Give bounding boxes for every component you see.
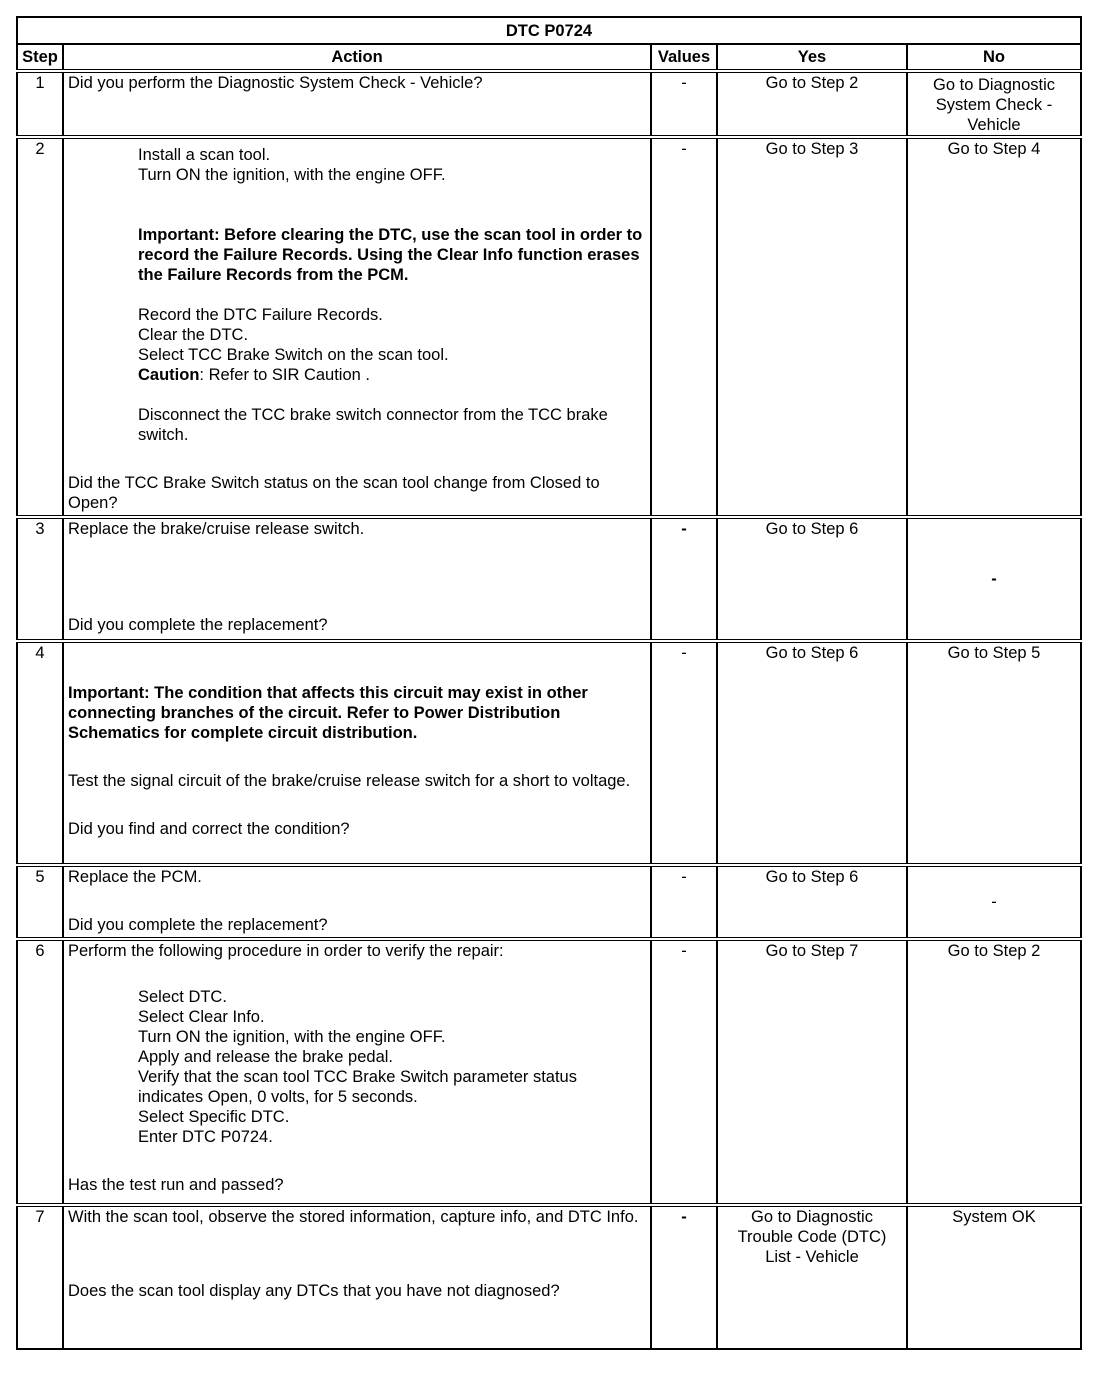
- important-note: Important: Before clearing the DTC, use the scan tool in order to record the Failure Records. Using the Clear Info function erases the Failure Records from the PCM.: [138, 226, 643, 284]
- step-yes: Go to Step 2: [717, 71, 907, 137]
- dtc-document: [16, 16, 1082, 1350]
- substep-item: Enter DTC P0724.: [138, 1128, 273, 1146]
- substep-item: Apply and release the brake pedal.: [138, 1048, 394, 1066]
- caution-note: [138, 365, 646, 385]
- step-question: Has the test run and passed?: [68, 1176, 284, 1194]
- header-step: Step: [17, 44, 63, 71]
- step-row-2: [17, 137, 1081, 517]
- step-number: 5: [17, 865, 63, 939]
- step-no: -: [907, 865, 1081, 939]
- step-yes: Go to Diagnostic Trouble Code (DTC) List - Vehicle: [717, 1205, 907, 1349]
- substep-item: Verify that the scan tool TCC Brake Switch parameter status indicates Open, 0 volts, for 5 seconds.: [138, 1068, 577, 1106]
- step-yes: Go to Step 3: [717, 137, 907, 517]
- step-no: Go to Step 5: [907, 641, 1081, 865]
- step-action: [63, 641, 651, 865]
- step-yes: Go to Step 6: [717, 865, 907, 939]
- step-number: 1: [17, 71, 63, 137]
- step-number: 4: [17, 641, 63, 865]
- step-action: [63, 137, 651, 517]
- header-yes: Yes: [717, 44, 907, 71]
- step-question: Did you find and correct the condition?: [68, 820, 350, 838]
- step-values: -: [651, 517, 717, 641]
- table-title: DTC P0724: [17, 17, 1081, 44]
- step-values: -: [651, 939, 717, 1205]
- dtc-table: [16, 16, 1082, 1350]
- step-instruction: Replace the brake/cruise release switch.: [68, 520, 365, 538]
- step-instruction: Test the signal circuit of the brake/cruise release switch for a short to voltage.: [68, 772, 631, 790]
- step-question: Did you complete the replacement?: [68, 616, 328, 634]
- step-number: 3: [17, 517, 63, 641]
- important-note: Important: The condition that affects this circuit may exist in other connecting branches of the circuit. Refer to Power Distribution Schematics for complete circuit distribution.: [68, 684, 588, 742]
- step-row-3: [17, 517, 1081, 641]
- step-action: [63, 71, 651, 137]
- step-row-4: [17, 641, 1081, 865]
- substep-item: Disconnect the TCC brake switch connector from the TCC brake switch.: [138, 406, 608, 444]
- step-row-5: [17, 865, 1081, 939]
- substep-item: Select TCC Brake Switch on the scan tool.: [138, 346, 449, 364]
- title-row: [17, 17, 1081, 44]
- step-instruction: Perform the following procedure in order to verify the repair:: [68, 942, 504, 960]
- substep-item: Select DTC.: [138, 988, 227, 1006]
- step-action: [63, 865, 651, 939]
- substep-item: Clear the DTC.: [138, 326, 249, 344]
- step-question: Did you perform the Diagnostic System Check - Vehicle?: [68, 74, 483, 92]
- step-number: 6: [17, 939, 63, 1205]
- step-values: -: [651, 865, 717, 939]
- header-row: [17, 44, 1081, 71]
- step-action: [63, 517, 651, 641]
- step-yes: Go to Step 7: [717, 939, 907, 1205]
- step-no: Go to Diagnostic System Check - Vehicle: [907, 71, 1081, 137]
- step-question: Does the scan tool display any DTCs that you have not diagnosed?: [68, 1282, 560, 1300]
- step-row-1: [17, 71, 1081, 137]
- caution-label: Caution: [138, 366, 200, 384]
- header-no: No: [907, 44, 1081, 71]
- substep-item: Turn ON the ignition, with the engine OFF.: [138, 166, 446, 184]
- step-instruction: Replace the PCM.: [68, 868, 202, 886]
- step-action: [63, 939, 651, 1205]
- step-no: System OK: [907, 1205, 1081, 1349]
- header-values: Values: [651, 44, 717, 71]
- substep-item: Record the DTC Failure Records.: [138, 306, 383, 324]
- step-yes: Go to Step 6: [717, 517, 907, 641]
- step-values: -: [651, 641, 717, 865]
- step-no: Go to Step 4: [907, 137, 1081, 517]
- step-row-6: [17, 939, 1081, 1205]
- substep-item: Select Specific DTC.: [138, 1108, 290, 1126]
- step-values: -: [651, 71, 717, 137]
- caution-text: : Refer to SIR Caution .: [199, 366, 370, 384]
- step-number: 7: [17, 1205, 63, 1349]
- substep-item: Turn ON the ignition, with the engine OFF.: [138, 1028, 446, 1046]
- step-number: 2: [17, 137, 63, 517]
- substep-list: [68, 987, 646, 1147]
- step-values: -: [651, 1205, 717, 1349]
- step-question: Did the TCC Brake Switch status on the scan tool change from Closed to Open?: [68, 474, 600, 512]
- substep-item: Install a scan tool.: [138, 146, 271, 164]
- step-action: [63, 1205, 651, 1349]
- step-question: Did you complete the replacement?: [68, 916, 328, 934]
- substep-list: [68, 145, 646, 445]
- step-no: Go to Step 2: [907, 939, 1081, 1205]
- step-instruction: With the scan tool, observe the stored information, capture info, and DTC Info.: [68, 1208, 639, 1226]
- step-yes: Go to Step 6: [717, 641, 907, 865]
- step-row-7: [17, 1205, 1081, 1349]
- step-values: -: [651, 137, 717, 517]
- step-no: -: [907, 517, 1081, 641]
- header-action: Action: [63, 44, 651, 71]
- substep-item: Select Clear Info.: [138, 1008, 265, 1026]
